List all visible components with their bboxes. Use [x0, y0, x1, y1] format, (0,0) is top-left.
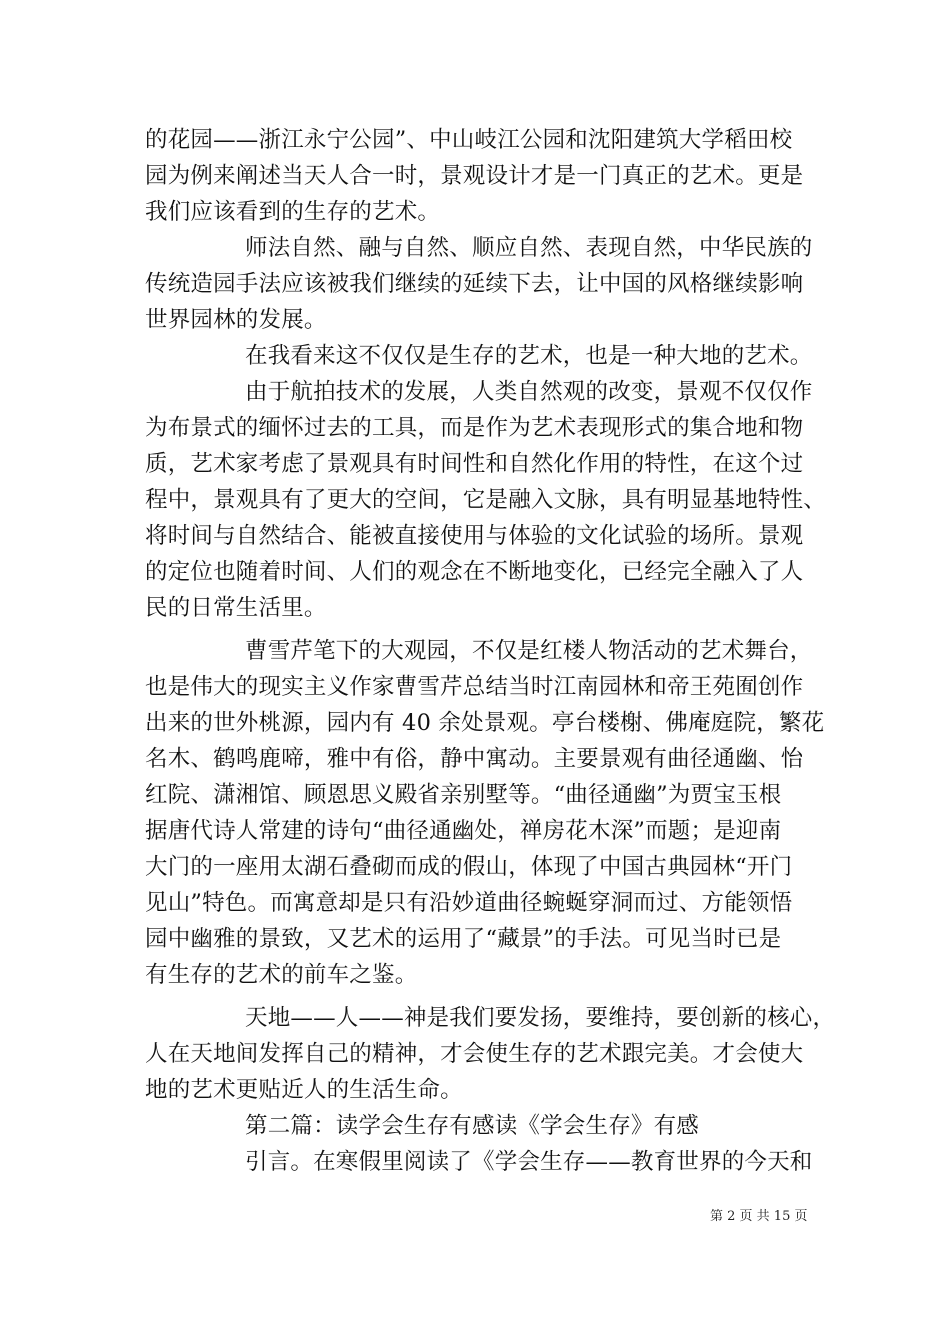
- text-line-29: 引言。在寒假里阅读了《学会生存——教育世界的今天和: [245, 1149, 813, 1175]
- text-line-22: 见山”特色。而寓意却是只有沿妙道曲径蜿蜒穿洞而过、方能领悟: [145, 890, 793, 916]
- text-line-13: 的定位也随着时间、人们的观念在不断地变化，已经完全融入了人: [145, 559, 804, 585]
- text-line-4: 师法自然、融与自然、顺应自然、表现自然，中华民族的: [245, 235, 813, 261]
- text-line-3: 我们应该看到的生存的艺术。: [145, 199, 441, 225]
- text-line-23: 园中幽雅的景致，又艺术的运用了“藏景”的手法。可见当时已是: [145, 926, 782, 952]
- text-line-11: 程中，景观具有了更大的空间，它是融入文脉，具有明显基地特性、: [145, 487, 827, 513]
- text-line-17: 出来的世外桃源，园内有 40 余处景观。亭台楼榭、佛庵庭院，繁花: [145, 710, 825, 736]
- text-line-25: 天地——人——神是我们要发扬，要维持，要创新的核心，: [245, 1005, 836, 1031]
- text-line-15: 曹雪芹笔下的大观园，不仅是红楼人物活动的艺术舞台，: [245, 638, 813, 664]
- section-heading: 第二篇：读学会生存有感读《学会生存》有感: [245, 1113, 700, 1139]
- text-line-27: 地的艺术更贴近人的生活生命。: [145, 1077, 463, 1103]
- text-line-18: 名木、鹤鸣鹿啼，雅中有俗，静中寓动。主要景观有曲径通幽、怡: [145, 746, 804, 772]
- text-line-7: 在我看来这不仅仅是生存的艺术，也是一种大地的艺术。: [245, 343, 813, 369]
- text-line-21: 大门的一座用太湖石叠砌而成的假山，体现了中国古典园林“开门: [145, 854, 793, 880]
- text-line-10: 质，艺术家考虑了景观具有时间性和自然化作用的特性，在这个过: [145, 451, 804, 477]
- text-line-20: 据唐代诗人常建的诗句“曲径通幽处，禅房花木深”而题；是迎南: [145, 818, 782, 844]
- text-line-14: 民的日常生活里。: [145, 595, 327, 621]
- text-line-24: 有生存的艺术的前车之鉴。: [145, 962, 418, 988]
- text-line-16: 也是伟大的现实主义作家曹雪芹总结当时江南园林和帝王苑囿创作: [145, 674, 804, 700]
- text-line-2: 园为例来阐述当天人合一时，景观设计才是一门真正的艺术。更是: [145, 163, 804, 189]
- text-line-5: 传统造园手法应该被我们继续的延续下去，让中国的风格继续影响: [145, 271, 804, 297]
- text-line-6: 世界园林的发展。: [145, 307, 327, 333]
- text-line-8: 由于航拍技术的发展，人类自然观的改变，景观不仅仅作: [245, 379, 813, 405]
- page-number-footer: 第 2 页 共 15 页: [710, 1209, 808, 1224]
- text-line-12: 将时间与自然结合、能被直接使用与体验的文化试验的场所。景观: [145, 523, 804, 549]
- text-line-19: 红院、潇湘馆、顾恩思义殿省亲别墅等。“曲径通幽”为贾宝玉根: [145, 782, 782, 808]
- text-line-9: 为布景式的缅怀过去的工具，而是作为艺术表现形式的集合地和物: [145, 415, 804, 441]
- text-line-1: 的花园——浙江永宁公园”、中山岐江公园和沈阳建筑大学稻田校: [145, 127, 793, 153]
- text-line-26: 人在天地间发挥自己的精神，才会使生存的艺术跟完美。才会使大: [145, 1041, 804, 1067]
